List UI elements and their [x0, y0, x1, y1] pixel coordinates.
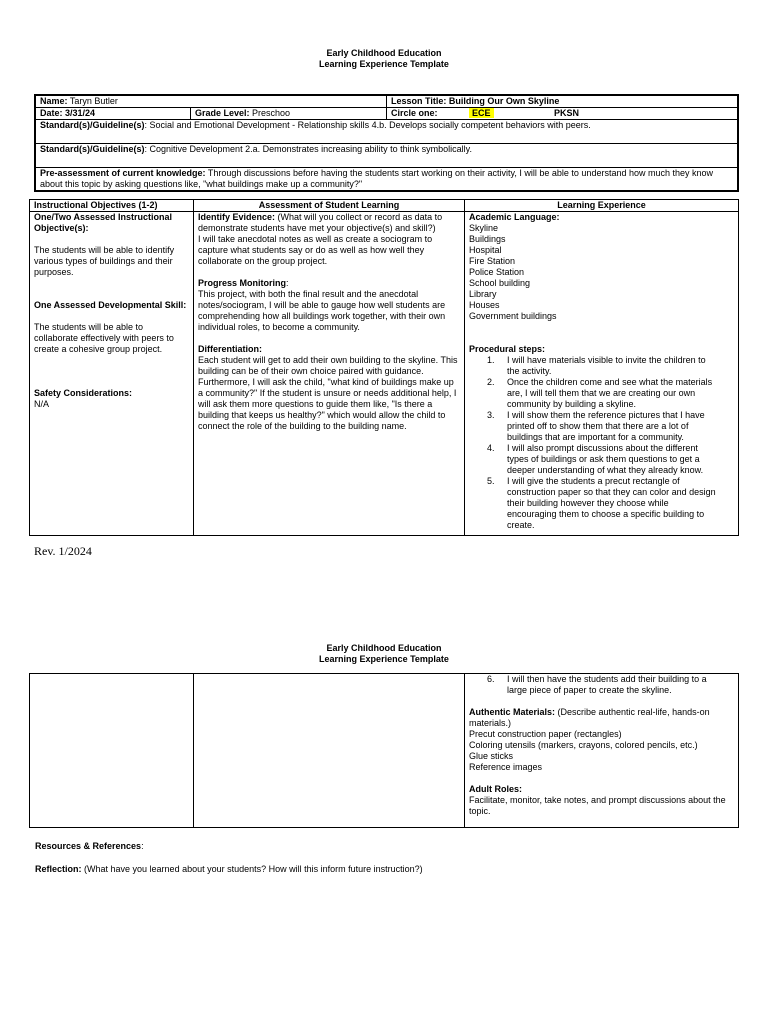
name-value: Taryn Butler [67, 96, 118, 106]
revision-label: Rev. 1/2024 [34, 544, 92, 558]
circle-option-pksn: PKSN [554, 108, 580, 118]
col-header-assessment: Assessment of Student Learning [194, 200, 465, 212]
page2-title-line1: Early Childhood Education [326, 643, 442, 653]
circle-label: Circle one: [391, 108, 438, 118]
learning-cell [465, 212, 739, 536]
developmental-skill-text: The students will be able to collaborate effectively with peers to create a cohesive group project. [34, 322, 174, 354]
page-title-line2: Learning Experience Template [319, 59, 449, 69]
developmental-skill-heading: One Assessed Developmental Skill: [34, 300, 187, 310]
procedural-steps-list [469, 355, 734, 531]
academic-language-label: Academic Language: [469, 212, 560, 222]
material-item: Glue sticks [469, 751, 514, 761]
evidence-label: Identify Evidence: [198, 212, 276, 222]
lesson-title-label: Lesson Title: Building Our Own Skyline [391, 96, 560, 106]
adult-roles-text: Facilitate, monitor, take notes, and prompt discussions about the topic. [469, 795, 726, 816]
grade-value: Preschoo [249, 108, 291, 118]
objectives-cell [30, 212, 194, 536]
main-table [29, 199, 739, 536]
differentiation-text: Each student will get to add their own building to the skyline. This building can be of their own choice paired with guidance. Furthermore, I will ask the child, "what kind of buildings make up a community?" If the student is unsure or needs additional help, I will ask them more questions to guide them like, "Is there a building that keeps us healthy?" which would allow the child to connect the role of the building to the building name. [198, 355, 458, 431]
procedural-step: 1. I will have materials visible to invite the children to the activity. [487, 355, 706, 376]
page2-objectives-cell [30, 674, 194, 828]
date-label: Date: [40, 108, 63, 118]
vocab-item: Hospital [469, 245, 502, 255]
vocab-item: Houses [469, 300, 500, 310]
safety-heading: Safety Considerations: [34, 388, 133, 398]
safety-text: N/A [34, 399, 50, 409]
resources-line [35, 841, 144, 852]
page2-title-line2: Learning Experience Template [319, 654, 449, 664]
procedural-step: 4. I will also prompt discussions about the different types of buildings or ask them questions to get a deeper understanding of what they already know. [487, 443, 704, 475]
preassessment-label: Pre-assessment of current knowledge: [40, 168, 206, 178]
progress-label: Progress Monitoring [198, 278, 287, 288]
circle-option-ece: ECE [469, 108, 494, 118]
vocab-item: School building [469, 278, 531, 288]
procedural-step: 3. I will show them the reference pictures that I have printed off to show them that there are a lot of buildings that are important for a community. [487, 410, 705, 442]
grade-cell [191, 108, 387, 120]
vocab-item: Skyline [469, 223, 499, 233]
page2-learning-cell [465, 674, 739, 828]
page-title-line1: Early Childhood Education [326, 48, 442, 58]
preassessment-cell [35, 168, 738, 192]
vocab-item: Library [469, 289, 497, 299]
authentic-materials-prompt: (Describe authentic real-life, hands-on materials.) [469, 707, 710, 728]
reflection-prompt: (What have you learned about your students? How will this inform future instruction?) [81, 864, 423, 874]
standard2-value: : Cognitive Development 2.a. Demonstrates increasing ability to think symbolically. [144, 144, 472, 154]
standard1-value: : Social and Emotional Development - Relationship skills 4.b. Develops socially competent behaviors with peers. [144, 120, 591, 130]
procedural-steps-label: Procedural steps: [469, 344, 546, 354]
lesson-title-cell [387, 95, 739, 108]
page2-assessment-cell [194, 674, 465, 828]
procedural-step: 2. Once the children come and see what the materials are, I will tell them that we are creating our own community by building a skyline. [487, 377, 713, 409]
reflection-line [35, 864, 423, 875]
col-header-objectives: Instructional Objectives (1-2) [30, 200, 194, 212]
header-table [34, 94, 739, 192]
grade-label: Grade Level: [195, 108, 250, 118]
col-header-learning: Learning Experience [465, 200, 739, 212]
standard1-cell [35, 120, 738, 144]
material-item: Coloring utensils (markers, crayons, colored pencils, etc.) [469, 740, 698, 750]
adult-roles-label: Adult Roles: [469, 784, 522, 794]
preassessment-value: Through discussions before having the students start working on their activity, I will be able to understand how much they know about this topic by asking questions like, "what buildings make up a community?" [40, 168, 714, 189]
vocab-item: Police Station [469, 267, 525, 277]
standard2-label: Standard(s)/Guideline(s) [40, 144, 145, 154]
evidence-text: I will take anecdotal notes as well as create a sociogram to capture what students say or do as well as how well they collaborate on the group project. [198, 234, 433, 266]
progress-text: This project, with both the final result and the anecdotal notes/sociogram, I will be able to gauge how well students are comprehending how all buildings work together, with their own individual roles, to become a community. [198, 289, 446, 332]
date-value: 3/31/24 [62, 108, 96, 118]
procedural-step: 5. I will give the students a precut rectangle of construction paper so that they can color and design their building however they choose while encouraging them to choose a specific building to create. [487, 476, 716, 530]
objectives-text: The students will be able to identify various types of buildings and their purposes. [34, 245, 175, 277]
standard1-label: Standard(s)/Guideline(s) [40, 120, 145, 130]
assessment-cell: Identify Evidence: (What will you collect or record as data to demonstrate students have met your objective(s) and skill?) I will take anecdotal notes as well as create a sociogram to capture what students say or do as well as how well they collaborate on the group project. Progress Monitoring: This project, with both the final result and the anecdotal notes/sociogram, I will be able to gauge how well students are comprehending how all buildings work together, with their own individual roles, to become a community. Differentiation: Each student will get to add their own building to the skyline. This building can be of their own choice paired with guidance. Furthermore, I will ask the child, "what kind of buildings make up a community?" If the student is unsure or needs additional help, I will ask them more questions to guide them like, "Is there a building that keeps us healthy?" which would allow the child to connect the role of the building to the building name. [194, 212, 465, 536]
material-item: Reference images [469, 762, 543, 772]
page2-table [29, 673, 739, 828]
differentiation-label: Differentiation: [198, 344, 262, 354]
authentic-materials-label: Authentic Materials: [469, 707, 556, 717]
resources-colon: : [141, 841, 144, 851]
evidence-prompt: (What will you collect or record as data to demonstrate students have met your objective(s) and skill?) [198, 212, 443, 233]
name-cell [35, 95, 387, 108]
vocab-item: Fire Station [469, 256, 516, 266]
reflection-label: Reflection: [35, 864, 82, 874]
date-cell [35, 108, 191, 120]
circle-label-cell [387, 108, 466, 120]
name-label: Name: [40, 96, 68, 106]
objectives-heading: One/Two Assessed Instructional Objective(s): [34, 212, 173, 233]
material-item: Precut construction paper (rectangles) [469, 729, 622, 739]
vocab-item: Government buildings [469, 311, 557, 321]
procedural-step: 6. I will then have the students add their building to a large piece of paper to create the skyline. [487, 674, 707, 695]
resources-label: Resources & References [35, 841, 142, 851]
vocab-item: Buildings [469, 234, 506, 244]
standard2-cell [35, 144, 738, 168]
procedural-steps-list-continued [469, 674, 734, 696]
circle-options-cell [465, 108, 738, 120]
